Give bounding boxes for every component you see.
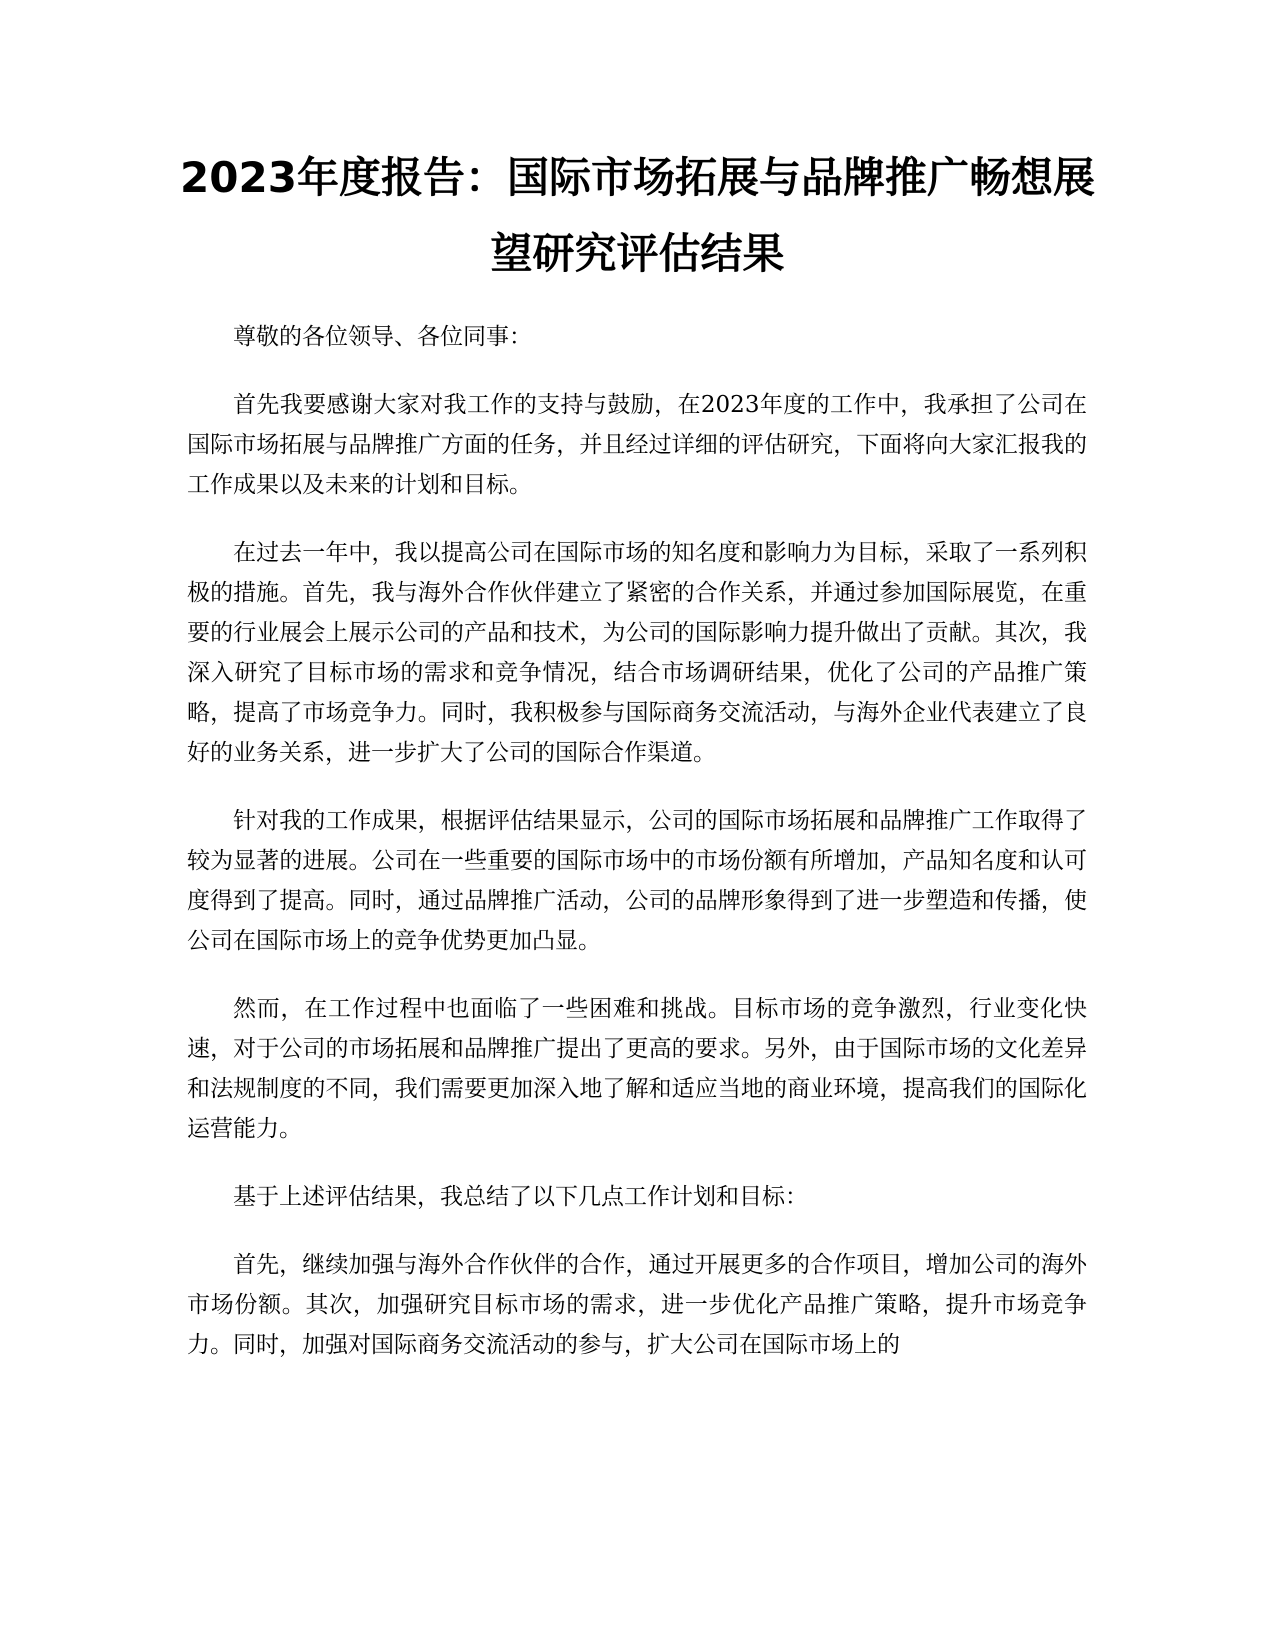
paragraph-salutation: 尊敬的各位领导、各位同事： <box>233 324 532 350</box>
document-body <box>187 317 1087 1393</box>
paragraph-plan-details: 首先，继续加强与海外合作伙伴的合作，通过开展更多的合作项目，增加公司的海外市场份额。其次，加强研究目标市场的需求，进一步优化产品推广策略，提升市场竞争力。同时，加强对国际商务交流活动的参与，扩大公司在国际市场上的 <box>187 1252 1087 1358</box>
paragraph-plan-intro: 基于上述评估结果，我总结了以下几点工作计划和目标： <box>233 1184 808 1210</box>
paragraph-introduction: 首先我要感谢大家对我工作的支持与鼓励，在2023年度的工作中，我承担了公司在国际市场拓展与品牌推广方面的任务，并且经过详细的评估研究，下面将向大家汇报我的工作成果以及未来的计划和目标。 <box>187 392 1087 498</box>
paragraph-results: 针对我的工作成果，根据评估结果显示，公司的国际市场拓展和品牌推广工作取得了较为显著的进展。公司在一些重要的国际市场中的市场份额有所增加，产品知名度和认可度得到了提高。同时，通过品牌推广活动，公司的品牌形象得到了进一步塑造和传播，使公司在国际市场上的竞争优势更加凸显。 <box>187 808 1087 954</box>
paragraph-challenges: 然而，在工作过程中也面临了一些困难和挑战。目标市场的竞争激烈，行业变化快速，对于公司的市场拓展和品牌推广提出了更高的要求。另外，由于国际市场的文化差异和法规制度的不同，我们需要更加深入地了解和适应当地的商业环境，提高我们的国际化运营能力。 <box>187 996 1087 1142</box>
paragraph-measures: 在过去一年中，我以提高公司在国际市场的知名度和影响力为目标，采取了一系列积极的措施。首先，我与海外合作伙伴建立了紧密的合作关系，并通过参加国际展览，在重要的行业展会上展示公司的产品和技术，为公司的国际影响力提升做出了贡献。其次，我深入研究了目标市场的需求和竞争情况，结合市场调研结果，优化了公司的产品推广策略，提高了市场竞争力。同时，我积极参与国际商务交流活动，与海外企业代表建立了良好的业务关系，进一步扩大了公司的国际合作渠道。 <box>187 540 1087 766</box>
document-title: 2023年度报告：国际市场拓展与品牌推广畅想展望研究评估结果 <box>180 153 1095 278</box>
